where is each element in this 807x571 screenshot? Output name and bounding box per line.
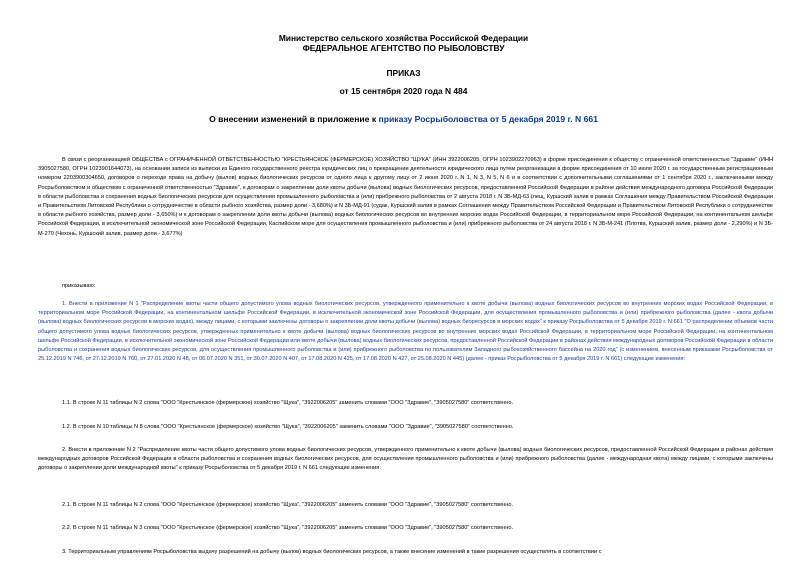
order-word: приказываю: — [62, 283, 96, 289]
item-2-2-paragraph: 2.2. В строке N 11 таблицы N 3 слова "ООО "Крестьянское (фермерское) хозяйство "Щука", "3922006205" заменить словами "ООО "Здравие", "3905027580" соответственно. — [62, 525, 514, 531]
document-title — [0, 114, 807, 125]
preamble-paragraph: В связи с реорганизацией ОБЩЕСТВА с ОГРАНИЧЕННОЙ ОТВЕТСТВЕННОСТЬЮ "КРЕСТЬЯНСКОЕ (ФЕРМЕРСКОЕ) ХОЗЯЙСТВО "ЩУКА" (ИНН 3922006205, ОГРН 1023902270963) в форме присоединения к обществу с ограниченной ответственностью "Здравие" (ИНН 3905027580, ОГРН 1023901644073), на основании записи из выписки из Единого государственного реестра юридических лиц о прекращении деятельности юридического лица путем реорганизации в форме присоединения от 10 июля 2020 г. за государственным регистрационным номером 2203900304650, договоров о переходе права на добычу (вылов) водных биологических ресурсов от одного лица к другому лицу от 2 июня 2020 г. N 1, N 3, N 5, N 6 и в соответствии с дополнительными соглашениями от 1 сентября 2020 г., заключенными между Росрыболовством и обществом с ограниченной ответственностью "Здравие", к договорам о закреплении доли квоты добычи (вылова) водных биологических ресурсов, предоставленной Российской Федерации в районе действия международного договора Российской Федерации в области рыболовства и сохранения водных биологических ресурсов для осуществления промышленного рыболовства и (или) прибрежного рыболовства от 2 августа 2018 г. N 3Б-МД-63 (лещ, Куршский залив в рамках Соглашения между Правительством Российской Федерации и Правительством Литовской Республики о сотрудничестве в области рыбного хозяйства, размер доли - 3,680%) и N 3Б-МД-91 (судак, Куршский залив в рамках Соглашения между Правительством Российской Федерации и Правительством Литовской Республики о сотрудничестве в области рыбного хозяйства, размер доли - 3,650%) и к договорам о закреплении доли квоты добычи (вылова) водных биологических ресурсов во внутренних морских водах Российской Федерации, в территориальном море Российской Федерации, на континентальном шельфе Российской Федерации, в исключительной экономической зоне Российской Федерации, Каспийском море для осуществления промышленного рыболовства и (или) прибрежного рыболовства от 24 августа 2018 г. N 3Б-М-241 (Плотва, Куршский залив, размер доли - 2,290%) и N 3Б-М-270 (Чехонь, Куршский залив, размер доли - 3,677%) — [38, 157, 773, 237]
agency-name: ФЕДЕРАЛЬНОЕ АГЕНТСТВО ПО РЫБОЛОВСТВУ — [302, 43, 505, 53]
item-1-paragraph[interactable]: 1. Внести в приложение N 1 "Распределение квоты части общего допустимого улова водных биологических ресурсов, утвержденного применительно к квоте добычи (вылова) водных биологических ресурсов во внутренних морских водах Российской Федерации, в территориальном море Российской Федерации, на континентальном шельфе Российской Федерации, в исключительной экономической зоне Российской Федерации, для осуществления промышленного рыболовства и (или) прибрежного рыболовства (далее - квота добычи (вылова) водных биологических ресурсов в морских водах), между лицами, с которыми заключены договоры о закреплении доли квоты добычи (вылова) водных биоресурсов в морских водах" к приказу Росрыболовства от 5 декабря 2019 г. N 661 "О распределении объемов части общего допустимого улова водных биологических ресурсов, утвержденных применительно к квоте добычи (вылова) водных биологических ресурсов во внутренних морских водах Российской Федерации, в территориальном море Российской Федерации, на континентальном шельфе Российской Федерации, в исключительной экономической зоне Российской Федерации или квоте добычи (вылова) водных биологических ресурсов, предоставленной Российской Федерации в районах действия международных договоров Российской Федерации в области рыболовства и сохранения водных биологических ресурсов, для осуществления промышленного рыболовства и (или) прибрежного рыболовства по пользователям Западного рыбохозяйственного бассейна на 2020 год" (с изменением, внесенным приказами Росрыболовства от 25.12.2019 N 746, от 27.12.2019 N 760, от 27.01.2020 N 48, от 06.07.2020 N 351, от 30.07.2020 N 407, от 17.08.2020 N 425, от 17.08.2020 N 427, от 25.08.2020 N 445) (далее - приказ Росрыболовства от 5 декабря 2019 г. N 661) следующие изменения: — [38, 301, 773, 363]
ministry-name: Министерство сельского хозяйства Российской Федерации — [278, 33, 529, 43]
document-date-number: от 15 сентября 2020 года N 484 — [339, 86, 468, 96]
item-1-2-paragraph: 1.2. В строке N 10 таблицы N 8 слова "ООО "Крестьянское (фермерское) хозяйство "Щука", "3922006205" заменить словами "ООО "Здравие", "3905027580" соответственно. — [62, 424, 514, 430]
document-type: ПРИКАЗ — [386, 68, 421, 78]
title-prefix: О внесении изменений в приложение к — [209, 114, 379, 124]
item-2-paragraph: 2. Внести в приложение N 2 "Распределение квоты части общего допустимого улова водных биологических ресурсов, утвержденного применительно к квоте добычи (вылова) водных биологических ресурсов, предоставленной Российской Федерации в районах действия международных договоров Российской Федерации в области рыболовства и сохранения водных биологических ресурсов, для осуществления промышленного рыболовства и (или) прибрежного рыболовства (далее - международная квота) между лицами, с которыми заключены договоры о закреплении доли международной квоты" к приказу Росрыболовства от 5 декабря 2019 г. N 661 следующие изменения: — [38, 447, 773, 472]
item-3-paragraph: 3. Территориальным управлениям Росрыболовства выдачу разрешений на добычу (вылов) водных биологических ресурсов, а также внесение изменений в такие разрешения осуществлять в соответствии с — [62, 549, 602, 555]
item-1-1-paragraph: 1.1. В строке N 11 таблицы N 2 слова "ООО "Крестьянское (фермерское) хозяйство "Щука", "3922006205" заменить словами "ООО "Здравие", "3905027580" соответственно. — [62, 400, 514, 406]
item-2-1-paragraph: 2.1. В строке N 11 таблицы N 2 слова "ООО "Крестьянское (фермерское) хозяйство "Щука", "3922006205" заменить словами "ООО "Здравие", "3905027580" соответственно. — [62, 502, 514, 508]
title-order-link[interactable]: приказу Росрыболовства от 5 декабря 2019 г. N 661 — [378, 114, 598, 124]
